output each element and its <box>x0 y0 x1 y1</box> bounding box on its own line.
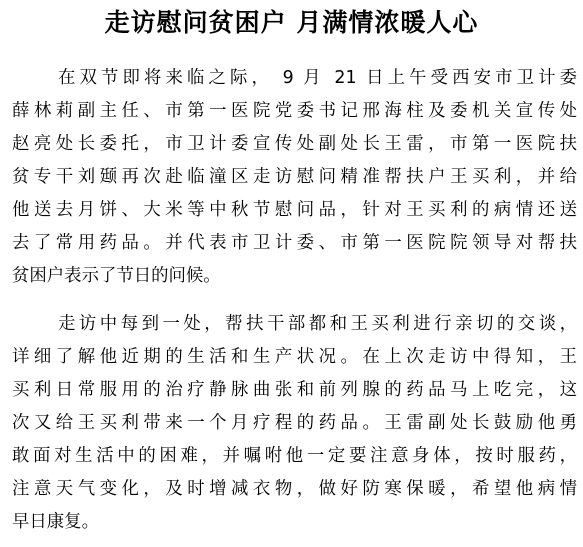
paragraph-line: 次又给王买利带来一个月疗程的药品。王雷副处长鼓励他勇 <box>12 413 577 433</box>
paragraph-line: 在双节即将来临之际， 9 月 21 日上午受西安市卫计委 <box>58 68 577 88</box>
paragraph-line: 贫专干刘颋再次赴临潼区走访慰问精准帮扶户王买利，并给 <box>12 167 577 187</box>
paragraph-line: 贫困户表示了节日的问候。 <box>12 266 221 286</box>
paragraph-line: 注意天气变化，及时增减衣物，做好防寒保暖，希望他病情 <box>12 479 577 499</box>
paragraph-line: 买利日常服用的治疗静脉曲张和前列腺的药品马上吃完，这 <box>12 380 577 400</box>
paragraph-line: 走访中每到一处，帮扶干部都和王买利进行亲切的交谈， <box>58 314 577 334</box>
paragraph-line: 敢面对生活中的困难，并嘱咐他一定要注意身体，按时服药， <box>12 446 577 466</box>
paragraph-line: 他送去月饼、大米等中秋节慰问品，针对王买利的病情还送 <box>12 200 577 220</box>
paragraph-line: 赵亮处长委托，市卫计委宣传处副处长王雷，市第一医院扶 <box>12 134 577 154</box>
paragraph-line: 详细了解他近期的生活和生产状况。在上次走访中得知，王 <box>12 347 577 367</box>
article-title: 走访慰问贫困户 月满情浓暖人心 <box>104 8 479 37</box>
paragraph-line: 早日康复。 <box>12 512 99 532</box>
paragraph-line: 去了常用药品。并代表市卫计委、市第一医院院领导对帮扶 <box>12 233 577 253</box>
paragraph-line: 薛林莉副主任、市第一医院党委书记邢海柱及委机关宣传处 <box>12 101 577 121</box>
